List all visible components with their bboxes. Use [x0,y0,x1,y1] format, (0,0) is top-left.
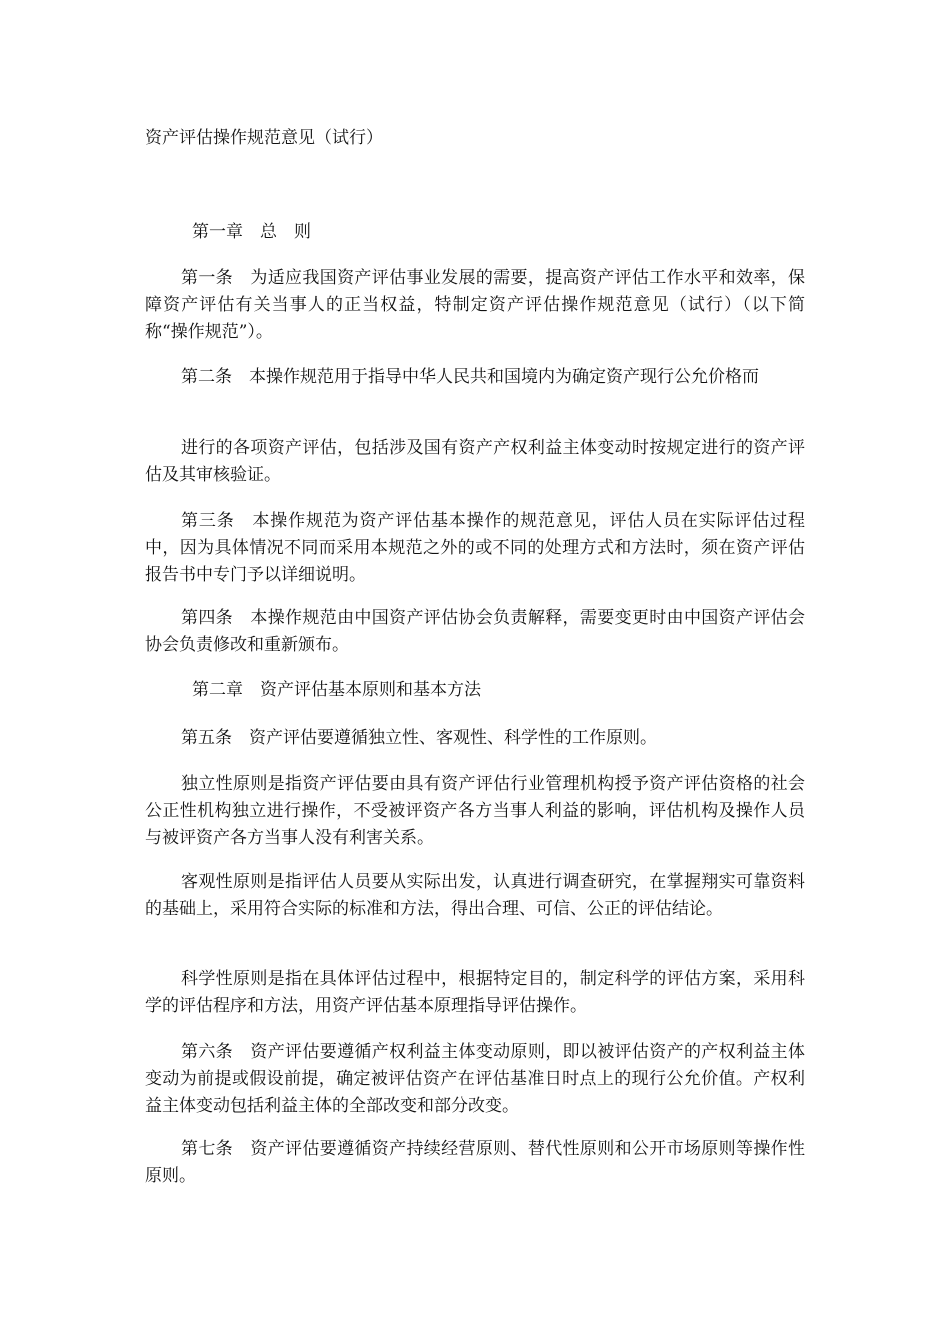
document-title: 资产评估操作规范意见（试行） [145,128,383,148]
chapter-2-heading: 第二章 资产评估基本原则和基本方法 [192,680,481,700]
article-5: 第五条 资产评估要遵循独立性、客观性、科学性的工作原则。 [181,728,657,748]
article-3: 第三条 本操作规范为资产评估基本操作的规范意见，评估人员在实际评估过程中，因为具体情况不同而采用本规范之外的或不同的处理方式和方法时，须在资产评估报告书中专门予以详细说明。 [145,511,805,585]
article-4: 第四条 本操作规范由中国资产评估协会负责解释，需要变更时由中国资产评估会协会负责修改和重新颁布。 [145,608,805,655]
article-2: 第二条 本操作规范用于指导中华人民共和国境内为确定资产现行公允价格而 [181,367,759,387]
chapter-1-heading: 第一章 总 则 [192,222,311,242]
objectivity-principle: 客观性原则是指评估人员要从实际出发，认真进行调查研究，在掌握翔实可靠资料的基础上，采用符合实际的标准和方法，得出合理、可信、公正的评估结论。 [145,872,805,919]
independence-principle: 独立性原则是指资产评估要由具有资产评估行业管理机构授予资产评估资格的社会公正性机构独立进行操作，不受被评资产各方当事人利益的影响，评估机构及操作人员与被评资产各方当事人没有利害关系。 [145,774,805,848]
article-1: 第一条 为适应我国资产评估事业发展的需要，提高资产评估工作水平和效率，保障资产评估有关当事人的正当权益，特制定资产评估操作规范意见（试行）（以下简称“操作规范”）。 [145,268,805,342]
article-2-continued: 进行的各项资产评估，包括涉及国有资产产权利益主体变动时按规定进行的资产评估及其审核验证。 [145,438,805,485]
article-6: 第六条 资产评估要遵循产权利益主体变动原则，即以被评估资产的产权利益主体变动为前提或假设前提，确定被评估资产在评估基准日时点上的现行公允价值。产权利益主体变动包括利益主体的全部改变和部分改变。 [145,1042,805,1116]
article-7: 第七条 资产评估要遵循资产持续经营原则、替代性原则和公开市场原则等操作性原则。 [145,1139,805,1186]
scientific-principle: 科学性原则是指在具体评估过程中，根据特定目的，制定科学的评估方案，采用科学的评估程序和方法，用资产评估基本原理指导评估操作。 [145,969,805,1016]
